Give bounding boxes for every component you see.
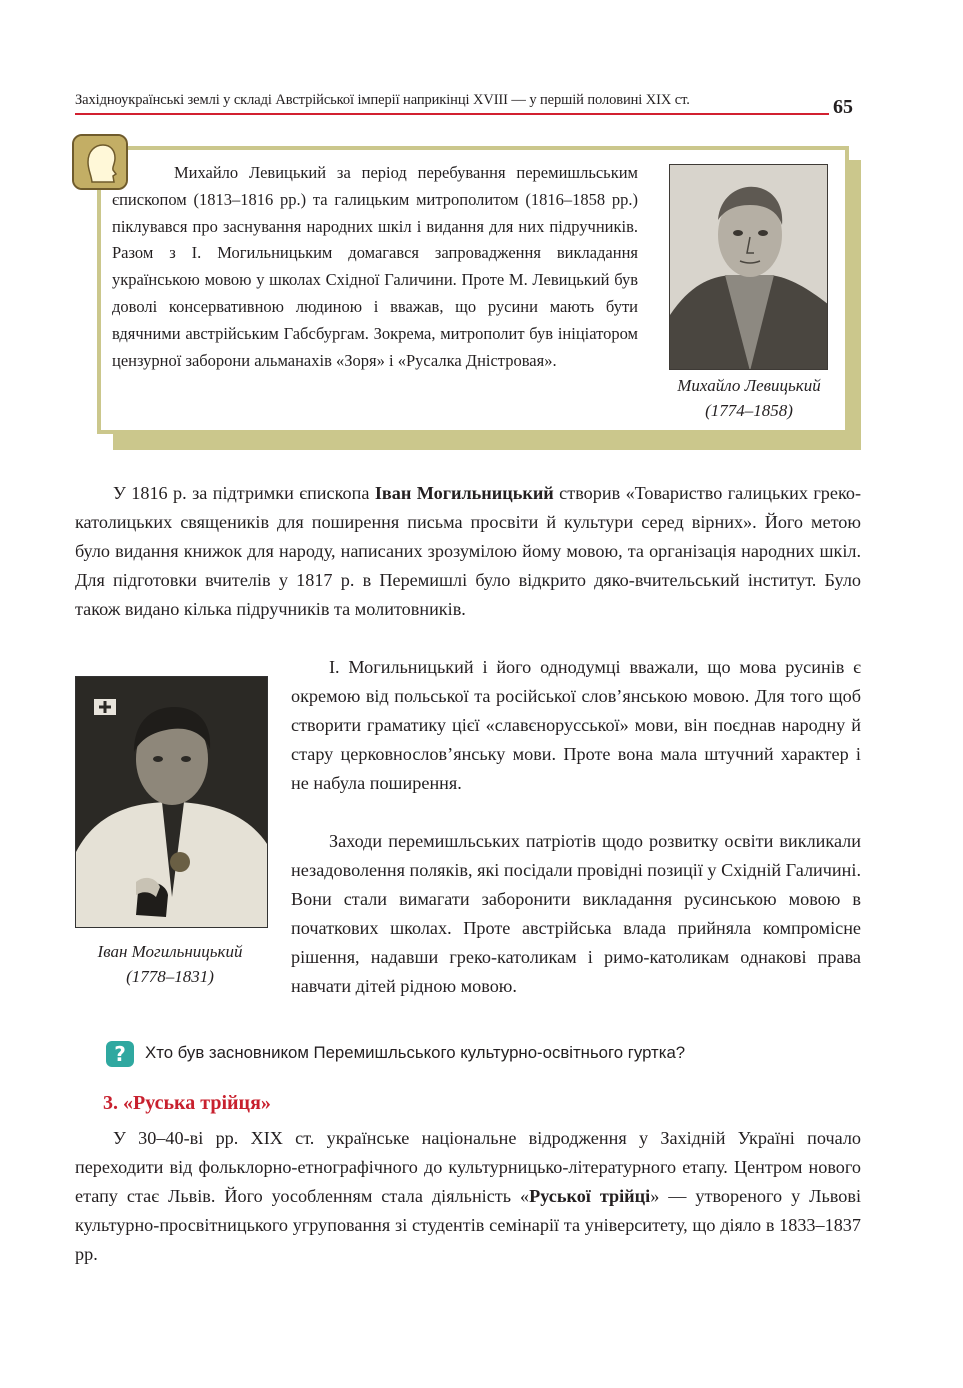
portrait-levytskyi [669,164,828,370]
portrait-mohylnytskyi [75,676,268,928]
portrait-caption-levytskyi: Михайло Левицький (1774–1858) [677,376,821,420]
page-number: 65 [833,96,853,118]
paragraph-2: І. Могильницький і його однодумці вважали, що мова русинів є окремою від польської та російської слов’янською мовою. Для того щоб створити граматику цієї «славєнорусської» мови, він поєднав народну й стару церковнослов’янську мови. Проте вона мала штучний характер і не набула поширення. [291,657,861,793]
question-text: Хто був засновником Перемишльського культурно-освітнього гуртка? [145,1043,686,1062]
paragraph-4: У 30–40-ві рр. XIX ст. українське національне відродження у Західній Україні почало переходити від фольклорно-етнографічного до культурницько-літературного етапу. Центром нового етапу стає Львів. Його уособленням стала діяльність «Руської трійці» — утвореного у Львові культурно-просвітницького угруповання зі студентів семінарії та університету, що діяло в 1833–1837 рр. [75,1128,862,1264]
bold-term: Руської трійці [529,1186,651,1206]
paragraph-3: Заходи перемишльських патріотів щодо розвитку освіти викликали незадоволення поляків, які посідали провідні позиції у Східній Галичині. Вони стали вимагати заборонити викладання русинською мовою в початкових школах. Проте австрійська влада прийняла компромісне рішення, надавши греко-католикам і римо-католикам однакові права навчати дітей рідною мовою. [291,831,861,996]
question-mark-icon: ? [106,1041,134,1067]
bold-name: Іван Могильницький [374,483,554,503]
bio-text: Михайло Левицький за період перебування перемишльським єпископом (1813–1816 рр.) та галицьким митрополитом (1816–1858 рр.) піклувався про заснування народних шкіл і видання для них підручників. Разом з І. Могильницьким домагався запровадження викладання українською мовою у школах Східної Галичини. Проте М. Левицький був доволі консервативною людиною і вважав, що русини мають бути вдячними австрійським Габсбургам. Зокрема, митрополит був ініціатором цензурної заборони альманахів «Зоря» і «Русалка Дністровая». [112,163,638,370]
running-header: Західноукраїнські землі у складі Австрійської імперії наприкінці XVIII — у першій половині XIX ст. [75,92,690,108]
portrait-caption-mohylnytskyi: Іван Могильницький (1778–1831) [97,942,243,986]
section-title: 3. «Руська трійця» [103,1092,271,1114]
paragraph-1: У 1816 р. за підтримки єпископа Іван Могильницький створив «Товариство галицьких греко-католицьких священиків для поширення письма просвіти й культури серед вірних». Його метою було видання книжок для народу, написаних зрозумілою йому мовою, та організація народних шкіл. Для підготовки вчителів у 1817 р. в Перемишлі було відкрито дяко-вчительський інститут. Було також видано кілька підручників та молитовників. [75,483,862,619]
header-rule [75,113,829,115]
